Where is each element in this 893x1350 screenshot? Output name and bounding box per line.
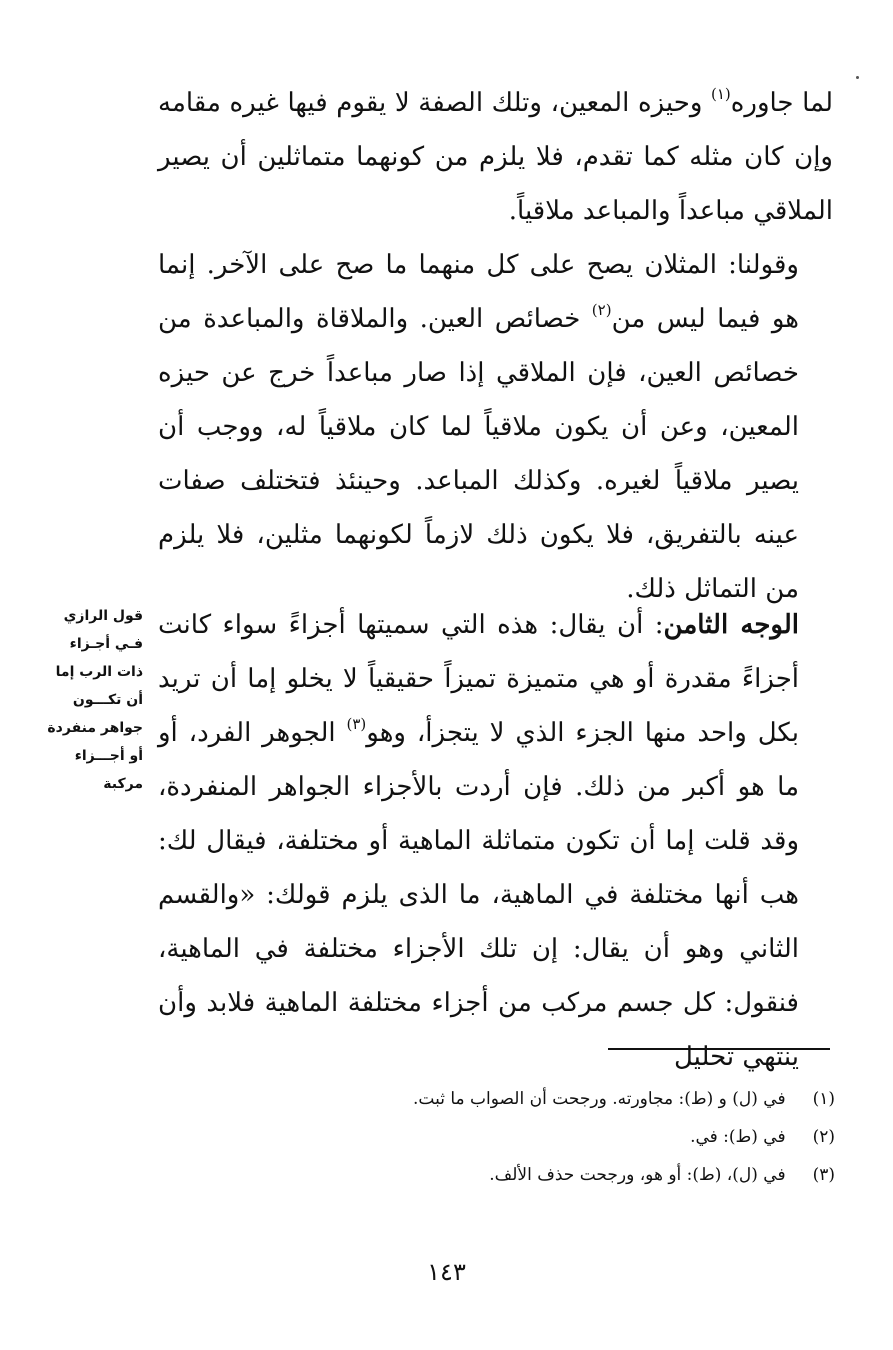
footnote-text: في (ل) و (ط): مجاورته. ورجحت أن الصواب ما ثبت.	[412, 1089, 786, 1109]
footnote-item	[300, 1080, 835, 1118]
margin-note-line: ذات الرب إما	[55, 664, 143, 680]
margin-note-line: قول الرازي	[63, 608, 143, 624]
margin-note-line: مركبة	[103, 776, 143, 792]
paragraph-1	[158, 76, 833, 238]
footnote-number: (١)	[812, 1089, 835, 1109]
footnote-text: في (ل)، (ط): أو هو، ورجحت حذف الألف.	[489, 1165, 786, 1185]
paragraph-3-text-a: : أن يقال: هذه التي سميتها أجزاءً سواء كانت أجزاءً مقدرة أو هي متميزة تميزاً حقيقياً لا يخلو إما أن تريد بكل واحد منها الجزء الذي لا يتجزأ، وهو	[158, 610, 800, 748]
footnote-number: (٣)	[812, 1165, 835, 1185]
margin-note-line: فـي أجـزاء	[69, 636, 143, 652]
footnote-item	[300, 1156, 835, 1194]
paragraph-2	[158, 238, 833, 616]
footnote-item	[300, 1118, 835, 1156]
footnote-ref-3: (٣)	[346, 715, 367, 733]
paragraph-2-text-b: خصائص العين. والملاقاة والمباعدة من خصائص العين، فإن الملاقي إذا صار مباعداً خرج عن حيزه المعين، وعن أن يكون ملاقياً لما كان ملاقياً له، ووجب أن يصير ملاقياً لغيره. وكذلك المباعد. وحينئذ فتختلف صفات عينه بالتفريق، فلا يكون ذلك لازماً لكونهما مثلين، فلا يلزم من التماثل ذلك.	[158, 304, 799, 604]
footnotes	[300, 1080, 835, 1194]
margin-dot	[856, 76, 859, 79]
footnote-number: (٢)	[812, 1127, 835, 1147]
footnote-text: في (ط): في.	[690, 1127, 786, 1147]
footnote-divider	[608, 1048, 830, 1050]
paragraph-3	[158, 598, 833, 1084]
margin-note-line: أو أجـــزاء	[74, 748, 143, 764]
page-number: ١٤٣	[427, 1258, 466, 1286]
footnote-ref-2: (٢)	[591, 301, 612, 319]
margin-note	[47, 602, 143, 798]
section-heading-eighth-aspect: الوجه الثامن	[663, 610, 799, 640]
margin-note-line: جواهر منفردة	[47, 720, 143, 736]
paragraph-2-text-a: وقولنا: المثلان يصح على كل منهما ما صح على الآخر. إنما هو فيما ليس من	[158, 250, 799, 334]
footnote-ref-1: (١)	[711, 85, 731, 103]
margin-note-line: أن تكـــون	[72, 692, 143, 708]
paragraph-1-text-b: وحيزه المعين، وتلك الصفة لا يقوم فيها غيره مقامه وإن كان مثله كما تقدم، فلا يلزم من كونهما متماثلين أن يصير الملاقي مباعداً والمباعد ملاقياً.	[158, 88, 833, 226]
paragraph-3-text-b: الجوهر الفرد، أو ما هو أكبر من ذلك. فإن أردت بالأجزاء الجواهر المنفردة، وقد قلت إما أن تكون متماثلة الماهية أو مختلفة، فيقال لك: هب أنها مختلفة في الماهية، ما الذى يلزم قولك: «والقسم الثاني وهو أن يقال: إن تلك الأجزاء مختلفة في الماهية، فنقول: كل جسم مركب من أجزاء مختلفة الماهية فلابد وأن ينتهي تحليل	[158, 718, 799, 1072]
paragraph-1-text-a: لما جاوره	[730, 88, 833, 118]
